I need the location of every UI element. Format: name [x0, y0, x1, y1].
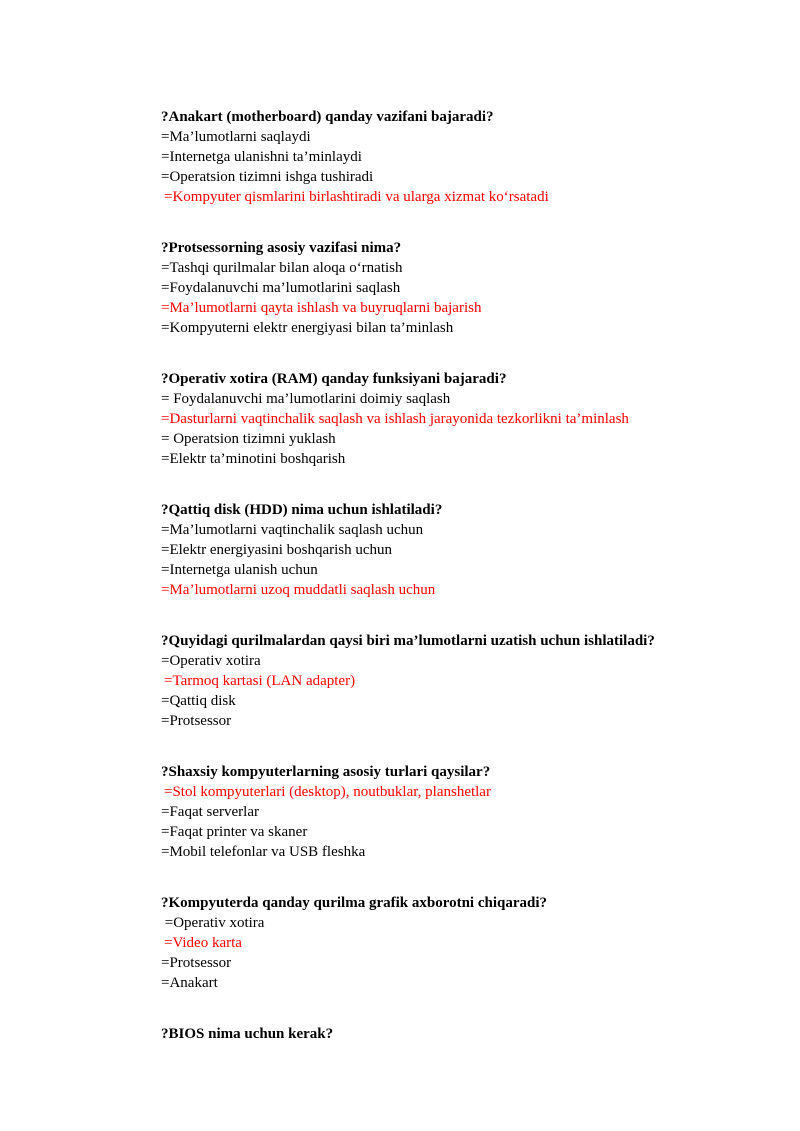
question-text: ?Anakart (motherboard) qanday vazifani bajaradi?: [161, 109, 494, 125]
answer-option: =Protsessor: [161, 955, 232, 971]
question-block-7: [161, 893, 761, 993]
question-block-2: [161, 238, 761, 338]
answer-option: =Elektr energiyasini boshqarish uchun: [161, 542, 393, 558]
question-block-3: [161, 369, 761, 469]
answer-option: =Tashqi qurilmalar bilan aloqa oʻrnatish: [161, 260, 403, 276]
question-block-5: [161, 631, 761, 731]
answer-option: =Foydalanuvchi ma’lumotlarini saqlash: [161, 280, 401, 296]
question-text: ?Quyidagi qurilmalardan qaysi biri ma’lumotlarni uzatish uchun ishlatiladi?: [161, 633, 655, 649]
answer-option: = Foydalanuvchi ma’lumotlarini doimiy saqlash: [161, 391, 451, 407]
question-text: ?BIOS nima uchun kerak?: [161, 1026, 334, 1042]
answer-option: =Ma’lumotlarni saqlaydi: [161, 129, 311, 145]
question-block-8: [161, 1024, 761, 1044]
answer-option: =Protsessor: [161, 713, 232, 729]
correct-answer-option: =Kompyuter qismlarini birlashtiradi va ularga xizmat koʻrsatadi: [164, 189, 549, 205]
answer-option: =Kompyuterni elektr energiyasi bilan ta’minlash: [161, 320, 454, 336]
question-block-1: [161, 107, 761, 207]
answer-option: =Internetga ulanishni ta’minlaydi: [161, 149, 362, 165]
quiz-content: [161, 107, 761, 1075]
correct-answer-option: =Ma’lumotlarni uzoq muddatli saqlash uchun: [161, 582, 436, 598]
answer-option: =Anakart: [161, 975, 218, 991]
question-text: ?Qattiq disk (HDD) nima uchun ishlatiladi?: [161, 502, 443, 518]
correct-answer-option: =Video karta: [164, 935, 242, 951]
question-block-4: [161, 500, 761, 600]
answer-option: =Faqat printer va skaner: [161, 824, 308, 840]
answer-option: =Ma’lumotlarni vaqtinchalik saqlash uchun: [161, 522, 424, 538]
question-text: ?Protsessorning asosiy vazifasi nima?: [161, 240, 402, 256]
answer-option: =Internetga ulanish uchun: [161, 562, 318, 578]
question-text: ?Operativ xotira (RAM) qanday funksiyani bajaradi?: [161, 371, 507, 387]
question-text: ?Kompyuterda qanday qurilma grafik axborotni chiqaradi?: [161, 895, 548, 911]
answer-option: =Mobil telefonlar va USB fleshka: [161, 844, 366, 860]
correct-answer-option: =Ma’lumotlarni qayta ishlash va buyruqlarni bajarish: [161, 300, 482, 316]
answer-option: =Faqat serverlar: [161, 804, 259, 820]
correct-answer-option: =Stol kompyuterlari (desktop), noutbuklar, planshetlar: [164, 784, 491, 800]
answer-option: =Operativ xotira: [161, 653, 261, 669]
answer-option: =Qattiq disk: [161, 693, 236, 709]
answer-option: =Operativ xotira: [161, 915, 265, 931]
question-block-6: [161, 762, 761, 862]
correct-answer-option: =Dasturlarni vaqtinchalik saqlash va ishlash jarayonida tezkorlikni ta’minlash: [161, 411, 629, 427]
correct-answer-option: =Tarmoq kartasi (LAN adapter): [164, 673, 356, 689]
answer-option: =Operatsion tizimni ishga tushiradi: [161, 169, 374, 185]
answer-option: = Operatsion tizimni yuklash: [161, 431, 336, 447]
question-text: ?Shaxsiy kompyuterlarning asosiy turlari qaysilar?: [161, 764, 491, 780]
answer-option: =Elektr ta’minotini boshqarish: [161, 451, 346, 467]
